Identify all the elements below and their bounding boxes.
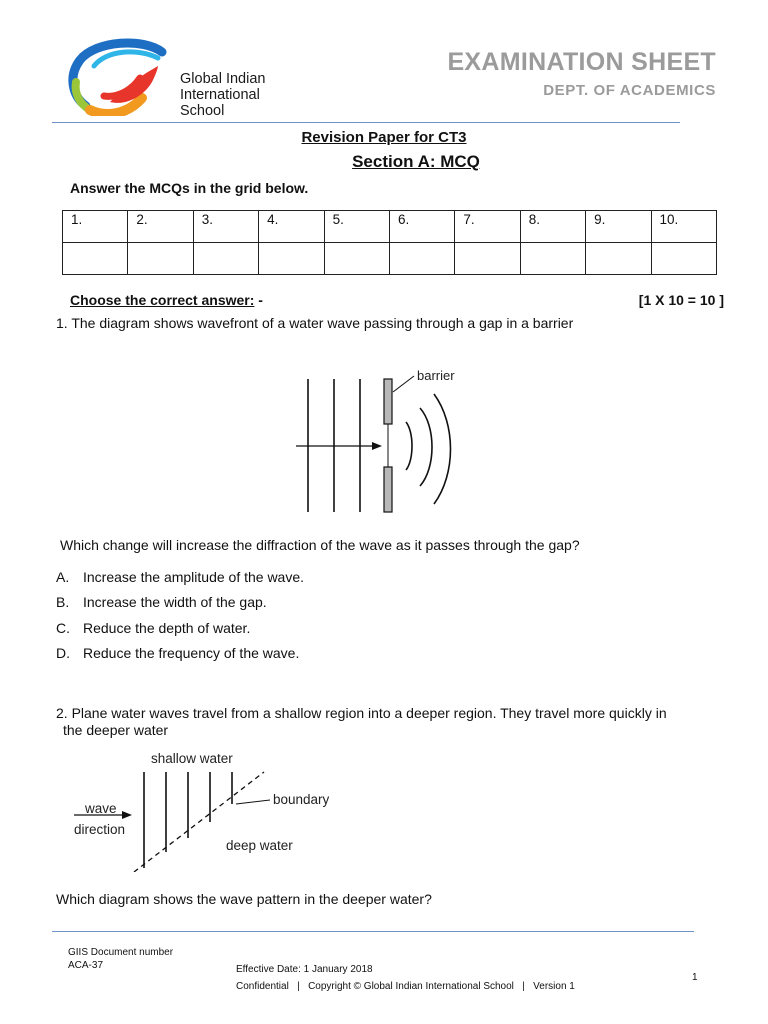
grid-number-cell: 5. bbox=[324, 211, 389, 243]
school-name bbox=[180, 71, 265, 119]
option-letter: A. bbox=[56, 569, 70, 585]
q2-stem-line-2: the deeper water bbox=[63, 722, 169, 738]
department-label: DEPT. OF ACADEMICS bbox=[543, 82, 716, 99]
grid-answer-cell[interactable] bbox=[520, 243, 585, 275]
footer-divider bbox=[52, 931, 694, 932]
answer-grid-answer-row bbox=[63, 243, 717, 275]
footer-doc-number: ACA-37 bbox=[68, 960, 104, 971]
school-name-line-1: Global Indian bbox=[180, 71, 266, 87]
q2-stem-line-1: 2. Plane water waves travel from a shallow region into a deeper region. They travel more quickly in bbox=[56, 705, 667, 721]
q1-option-c bbox=[56, 620, 250, 637]
grid-instruction: Answer the MCQs in the grid below. bbox=[70, 180, 309, 196]
footer-confidential: Confidential | Copyright © Global Indian International School | Version 1 bbox=[236, 981, 575, 992]
q1-option-b bbox=[56, 594, 267, 611]
option-letter: D. bbox=[56, 645, 70, 661]
grid-number-cell: 4. bbox=[259, 211, 324, 243]
school-logo bbox=[66, 38, 174, 116]
school-name-line-3: School bbox=[180, 103, 225, 119]
header-divider bbox=[52, 122, 680, 123]
grid-answer-cell[interactable] bbox=[259, 243, 324, 275]
grid-answer-cell[interactable] bbox=[63, 243, 128, 275]
option-letter: B. bbox=[56, 594, 70, 610]
q1-stem: 1. The diagram shows wavefront of a water wave passing through a gap in a barrier bbox=[56, 315, 574, 331]
choose-dash: - bbox=[258, 292, 263, 308]
q2-deep-label: deep water bbox=[226, 838, 293, 853]
choose-instruction bbox=[70, 292, 263, 308]
school-name-line-2: International bbox=[180, 87, 260, 103]
grid-number-cell: 6. bbox=[389, 211, 454, 243]
grid-answer-cell[interactable] bbox=[389, 243, 454, 275]
grid-number-cell: 8. bbox=[520, 211, 585, 243]
q2-question: Which diagram shows the wave pattern in the deeper water? bbox=[56, 891, 432, 907]
grid-number-cell: 9. bbox=[586, 211, 651, 243]
option-text: Reduce the frequency of the wave. bbox=[83, 645, 300, 661]
q2-boundary-label: boundary bbox=[273, 792, 330, 807]
grid-number-cell: 2. bbox=[128, 211, 193, 243]
footer-effective-date: Effective Date: 1 January 2018 bbox=[236, 964, 373, 975]
grid-answer-cell[interactable] bbox=[586, 243, 651, 275]
grid-answer-cell[interactable] bbox=[651, 243, 716, 275]
q2-wave-label: wave bbox=[85, 801, 117, 816]
q1-question: Which change will increase the diffraction of the wave as it passes through the gap? bbox=[60, 537, 580, 553]
option-letter: C. bbox=[56, 620, 70, 636]
page-number: 1 bbox=[692, 972, 698, 983]
answer-grid-number-row bbox=[63, 211, 717, 243]
q1-option-a bbox=[56, 569, 304, 586]
grid-number-cell: 3. bbox=[193, 211, 258, 243]
marks-allocation: [1 X 10 = 10 ] bbox=[638, 292, 724, 308]
exam-sheet-title: EXAMINATION SHEET bbox=[447, 48, 716, 76]
section-title: Section A: MCQ bbox=[352, 152, 480, 171]
grid-answer-cell[interactable] bbox=[324, 243, 389, 275]
q2-direction-label: direction bbox=[74, 822, 126, 837]
grid-answer-cell[interactable] bbox=[455, 243, 520, 275]
q2-refraction-diagram bbox=[64, 760, 344, 872]
q1-barrier-label: barrier bbox=[417, 368, 455, 383]
option-text: Reduce the depth of water. bbox=[83, 620, 251, 636]
grid-answer-cell[interactable] bbox=[193, 243, 258, 275]
answer-grid bbox=[62, 210, 717, 275]
q1-option-d bbox=[56, 645, 299, 662]
grid-number-cell: 7. bbox=[455, 211, 520, 243]
grid-number-cell: 1. bbox=[63, 211, 128, 243]
paper-title: Revision Paper for CT3 bbox=[301, 129, 467, 146]
footer-doc-number-label: GIIS Document number bbox=[68, 947, 174, 958]
option-text: Increase the width of the gap. bbox=[83, 594, 267, 610]
grid-answer-cell[interactable] bbox=[128, 243, 193, 275]
q2-shallow-label: shallow water bbox=[151, 751, 233, 766]
grid-number-cell: 10. bbox=[651, 211, 716, 243]
choose-label: Choose the correct answer: bbox=[70, 292, 255, 308]
q1-diffraction-diagram bbox=[290, 364, 480, 514]
option-text: Increase the amplitude of the wave. bbox=[83, 569, 305, 585]
